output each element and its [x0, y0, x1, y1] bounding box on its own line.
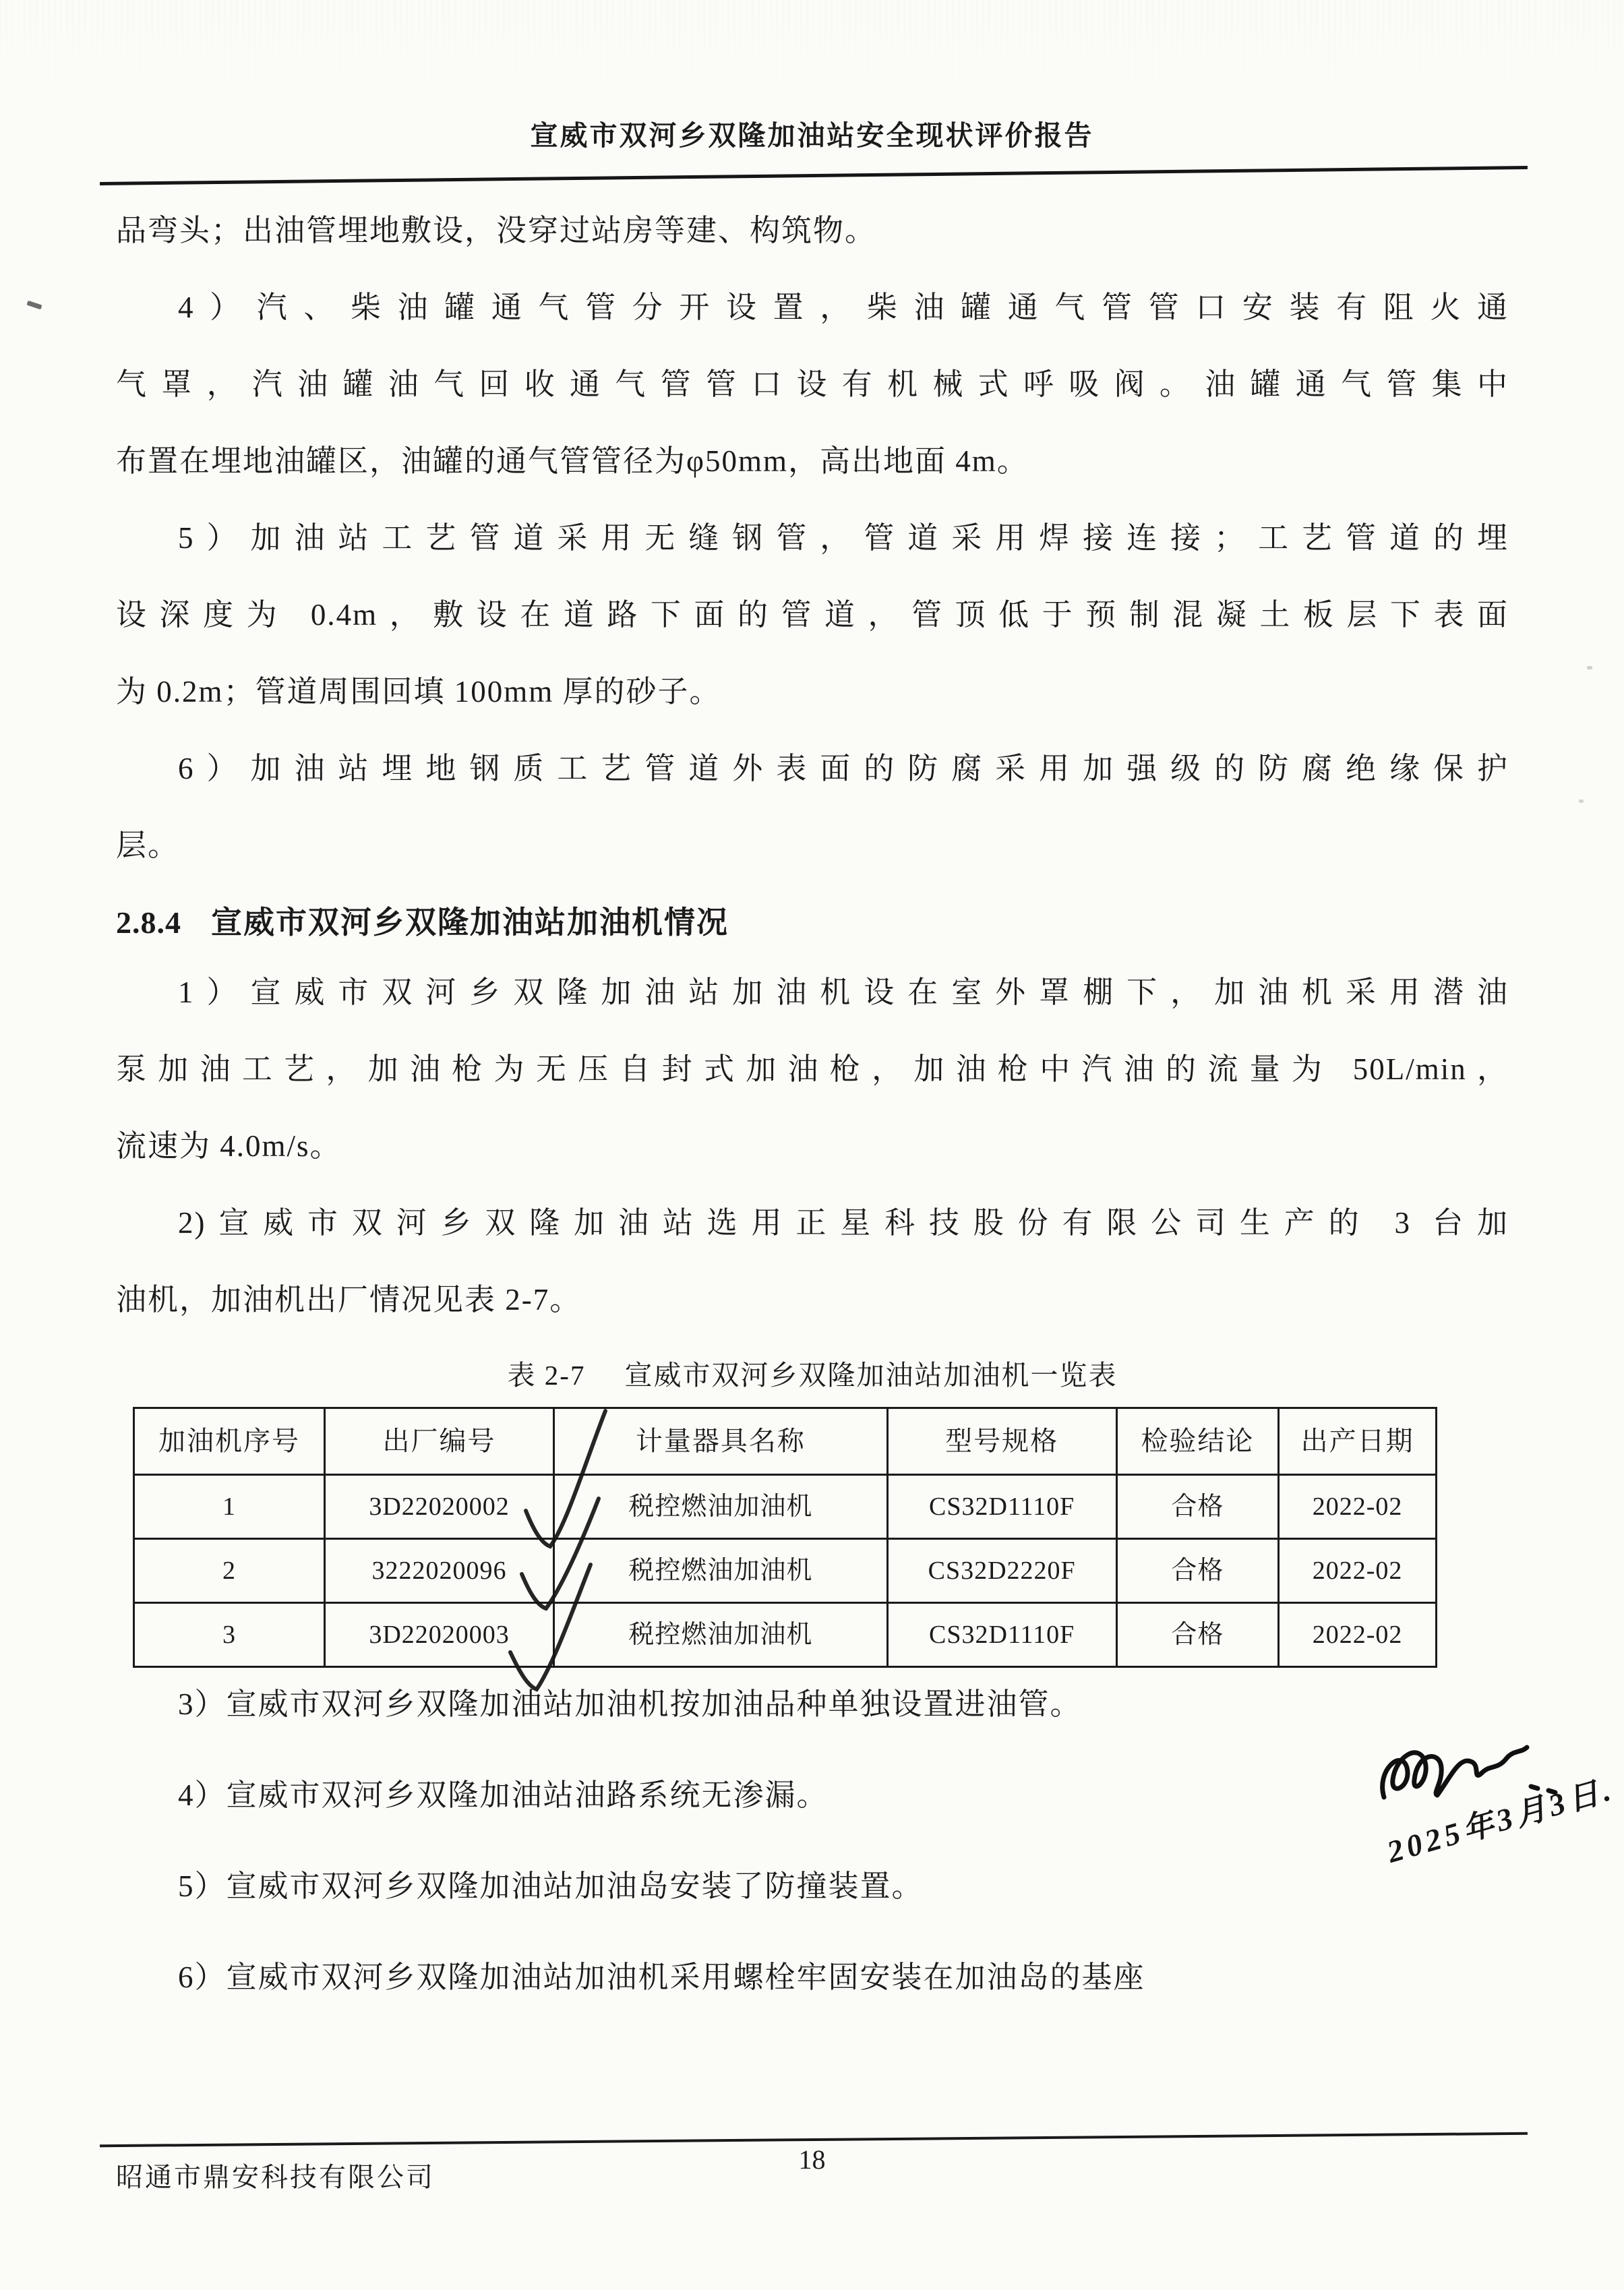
- scan-speck: [26, 301, 42, 309]
- section-number: 2.8.4: [116, 905, 181, 940]
- scan-speck: [1587, 666, 1592, 669]
- section-title: 宣威市双河乡双隆加油站加油机情况: [211, 905, 729, 940]
- column-header: 加油机序号: [134, 1408, 325, 1475]
- table-caption-title: 宣威市双河乡双隆加油站加油机一览表: [624, 1360, 1118, 1391]
- table-header-row: [134, 1408, 1437, 1475]
- text-line: 3）宣威市双河乡双隆加油站加油机按加油品种单独设置进油管。: [178, 1687, 1082, 1721]
- text-line: 布置在埋地油罐区，油罐的通气管管径为φ50mm，高出地面 4m。: [116, 444, 1029, 478]
- dispenser-table: [133, 1407, 1437, 1668]
- handwritten-date: 2025年3月3日.: [1383, 1772, 1619, 1869]
- text-line: 设深度为 0.4m，敷设在道路下面的管道，管顶低于预制混凝土板层下表面: [116, 598, 1509, 632]
- text-line: 6）加油站埋地钢质工艺管道外表面的防腐采用加强级的防腐绝缘保护: [178, 752, 1509, 785]
- table-cell: 税控燃油加油机: [554, 1475, 888, 1539]
- page-number: 18: [798, 2144, 826, 2175]
- table-cell: 税控燃油加油机: [554, 1539, 888, 1603]
- table-caption: [116, 1362, 1509, 1389]
- paragraph-items-3-6: [116, 1689, 1509, 1993]
- table-cell: CS32D1110F: [887, 1603, 1116, 1667]
- page-body: [116, 216, 1509, 2053]
- table-cell: CS32D1110F: [887, 1475, 1116, 1539]
- table-cell: 2: [134, 1539, 325, 1603]
- column-header: 出产日期: [1279, 1408, 1437, 1475]
- text-line: 气罩，汽油罐油气回收通气管管口设有机械式呼吸阀。油罐通气管集中: [116, 367, 1509, 401]
- column-header: 检验结论: [1116, 1408, 1279, 1475]
- table-cell: 3D22020002: [325, 1475, 554, 1539]
- text-line: 泵加油工艺，加油枪为无压自封式加油枪，加油枪中汽油的流量为 50L/min，: [116, 1052, 1509, 1086]
- text-line: 为 0.2m；管道周围回填 100mm 厚的砂子。: [116, 675, 721, 709]
- table-cell: 合格: [1116, 1603, 1279, 1667]
- table-cell: 合格: [1116, 1475, 1279, 1539]
- text-line: 1）宣威市双河乡双隆加油站加油机设在室外罩棚下，加油机采用潜油: [178, 975, 1509, 1009]
- table-cell: 合格: [1116, 1539, 1279, 1603]
- table-cell: 2022-02: [1279, 1539, 1437, 1603]
- text-line: 6）宣威市双河乡双隆加油站加油机采用螺栓牢固安装在加油岛的基座: [178, 1960, 1145, 1994]
- table-row: [134, 1475, 1437, 1539]
- column-header: 出厂编号: [325, 1408, 554, 1475]
- table-cell: 税控燃油加油机: [554, 1603, 888, 1667]
- table-cell: 3: [134, 1603, 325, 1667]
- document-header-title: 宣威市双河乡双隆加油站安全现状评价报告: [530, 120, 1094, 151]
- scan-noise: [0, 0, 1624, 101]
- table-row: [134, 1539, 1437, 1603]
- text-line: 层。: [116, 828, 180, 862]
- header-rule: [100, 166, 1528, 185]
- paragraph-item-5: [116, 523, 1509, 707]
- table-row: [134, 1603, 1437, 1667]
- footer-company: 昭通市鼎安科技有限公司: [116, 2162, 435, 2192]
- section-heading: [116, 907, 1509, 938]
- column-header: 型号规格: [887, 1408, 1116, 1475]
- paragraph-item-2: [116, 1208, 1509, 1315]
- paragraph-continuation: [116, 216, 1509, 246]
- table-cell: 3222020096: [325, 1539, 554, 1603]
- text-line: 4）汽、柴油罐通气管分开设置，柴油罐通气管管口安装有阻火通: [178, 291, 1509, 324]
- table-cell: 3D22020003: [325, 1603, 554, 1667]
- column-header: 计量器具名称: [554, 1408, 888, 1475]
- text-line: 5）加油站工艺管道采用无缝钢管，管道采用焊接连接；工艺管道的埋: [178, 521, 1509, 555]
- table-cell: CS32D2220F: [887, 1539, 1116, 1603]
- paragraph-item-6: [116, 754, 1509, 861]
- table-cell: 2022-02: [1279, 1475, 1437, 1539]
- table-caption-label: 表 2-7: [507, 1360, 586, 1391]
- text-line: 4）宣威市双河乡双隆加油站油路系统无渗漏。: [178, 1778, 829, 1812]
- text-line: 流速为 4.0m/s。: [116, 1129, 342, 1163]
- text-line: 2)宣威市双河乡双隆加油站选用正星科技股份有限公司生产的 3 台加: [178, 1206, 1509, 1240]
- paragraph-item-1: [116, 977, 1509, 1162]
- text-line: 油机，加油机出厂情况见表 2-7。: [116, 1283, 582, 1317]
- table-cell: 1: [134, 1475, 325, 1539]
- paragraph-item-4: [116, 293, 1509, 477]
- scan-speck: [1579, 800, 1584, 803]
- dispenser-table-wrap: [133, 1407, 1437, 1668]
- table-cell: 2022-02: [1279, 1603, 1437, 1667]
- text-line: 品弯头；出油管埋地敷设，没穿过站房等建、构筑物。: [116, 214, 877, 247]
- text-line: 5）宣威市双河乡双隆加油站加油岛安装了防撞装置。: [178, 1869, 924, 1903]
